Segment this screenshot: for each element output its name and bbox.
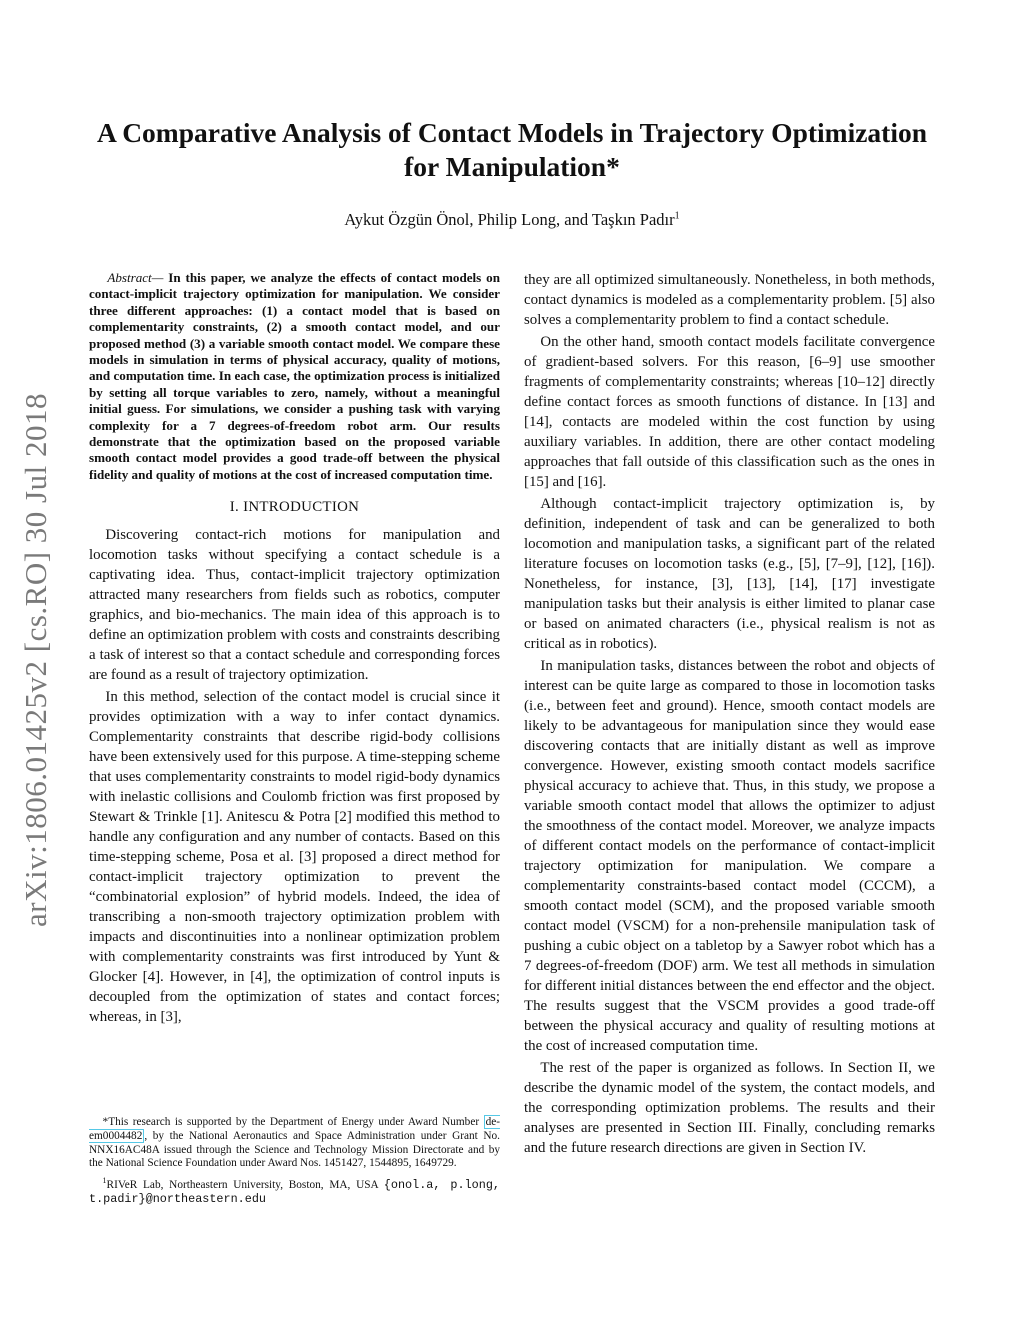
intro-paragraph: In manipulation tasks, distances between the robot and objects of interest can be quite large as compared to those in locomotion tasks (i.e., between feet and ground). Hence, smooth contact models are likely to be advantageous for manipulation since they would ease discovering contacts that are initially distant as well as improve convergence. However, existing smooth contact models sacrifice physical accuracy to achieve that. Thus, in this study, we propose a variable smooth contact model that allows the optimizer to adjust the smoothness of the contact model. Moreover, we analyze impacts of different contact models on the performance of contact-implicit trajectory optimization for manipulation. We compare a complementarity constraints-based contact model (CCCM), a smooth contact model (SCM), and the proposed variable smooth contact model (VSCM) for a non-prehensile manipulation task of pushing a cubic object on a tabletop by a Sawyer robot which has a 7 degrees-of-freedom (DOF) arm. We test all methods in simulation for different initial distances between the end effector and the object. The results suggest that the VSCM provides a good trade-off between the physical accuracy and quality of resulting motions at the cost of increased computation time. xyxy=(524,658,935,1054)
intro-paragraph: The rest of the paper is organized as follows. In Section II, we describe the dynamic model of the system, the contact models, and the corresponding optimization problems. The results and their analyses are presented in Section III. Finally, concluding remarks and the future research directions are given in Section IV. xyxy=(524,1060,935,1156)
left-column xyxy=(89,270,500,1029)
abstract-lead: Abstract— xyxy=(107,270,164,285)
footnote-funding-before: *This research is supported by the Department of Energy under Award Number xyxy=(102,1116,484,1128)
intro-paragraph: Although contact-implicit trajectory optimization is, by definition, independent of task and can be generalized to both locomotion and manipulation tasks, a significant part of the related literature focuses on locomotion tasks (e.g., [5], [7–9], [12], [16]). Nonetheless, for instance, [3], [13], [14], [17] investigate manipulation tasks but their analysis is either limited to planar case or based on animated characters (i.e., physical realism is not as critical as in robotics). xyxy=(524,496,935,652)
arxiv-stamp xyxy=(14,360,58,960)
author-list xyxy=(60,210,964,230)
abstract xyxy=(89,270,500,483)
right-column xyxy=(524,270,935,1160)
footnote-affiliation-mark: 1 xyxy=(102,1176,107,1186)
authors-affiliation-mark: 1 xyxy=(674,210,680,222)
arxiv-stamp-text: arXiv:1806.01425v2 [cs.RO] 30 Jul 2018 xyxy=(18,393,53,927)
footnote-funding xyxy=(89,1116,500,1171)
grant-number-link[interactable]: de-em0004482 xyxy=(89,1116,500,1142)
footnote-funding-after: , by the National Aeronautics and Space Administration under Grant No. NNX16AC48A issued through the Science and Technology Mission Directorate and by the National Science Foundation under Award Nos. 1451427, 1544895, 1649729. xyxy=(89,1129,500,1170)
title-line-1: A Comparative Analysis of Contact Models in Trajectory Optimization xyxy=(96,117,928,148)
intro-paragraph: In this method, selection of the contact model is crucial since it provides optimization with a way to infer contact dynamics. Complementarity constraints that describe rigid-body collisions have been extensively used for this purpose. A time-stepping scheme that uses complementarity constraints to model rigid-body dynamics with inelastic collisions and Coulomb friction was first proposed by Stewart & Trinkle [1]. Anitescu & Potra [2] modified this method to handle any configuration and any number of contacts. Based on this time-stepping scheme, Posa et al. [3] proposed a direct method for contact-implicit trajectory optimization to prevent the “combinatorial explosion” of hybrid models. Indeed, the idea of transcribing a non-smooth trajectory optimization problem with impacts and discontinuities into a nonlinear optimization problem with complementarity constraints was first introduced by Yunt & Glocker [4]. However, in [4], the optimization of control inputs is decoupled from the optimization of states and contact forces; whereas, in [3], xyxy=(89,689,500,1026)
intro-paragraph: Discovering contact-rich motions for manipulation and locomotion tasks without specifying a contact schedule is a captivating idea. Thus, contact-implicit trajectory optimization attracted many researchers from fields such as robotics, computer graphics, and bio-mechanics. The main idea of this approach is to define an optimization problem with costs and constraints describing a task of interest so that a contact schedule and corresponding forces are found as a result of trajectory optimization. xyxy=(89,527,500,684)
paper-title xyxy=(60,116,964,184)
authors-text: Aykut Özgün Önol, Philip Long, and Taşkın Padır xyxy=(344,210,675,229)
footnote-affiliation xyxy=(89,1174,500,1206)
footnote-affiliation-text: RIVeR Lab, Northeastern University, Boston, MA, USA xyxy=(106,1178,384,1191)
section-heading-introduction: I. INTRODUCTION xyxy=(229,499,360,516)
author-emails: {onol.a, p.long, t.padir}@northeastern.edu xyxy=(89,1177,500,1206)
title-line-2: for Manipulation* xyxy=(404,151,620,182)
abstract-body: In this paper, we analyze the effects of contact models on contact-implicit trajectory optimization for manipulation. We consider three different approaches: (1) a contact model that is based on complementarity constraints, (2) a smooth contact model, and our proposed method (3) a variable smooth contact model. We compare these models in simulation in terms of physical accuracy, quality of motions, and computation time. In each case, the optimization process is initialized by setting all torque variables to zero, namely, without a meaningful initial guess. For simulations, we consider a pushing task with varying complexity for a 7 degrees-of-freedom robot arm. Our results demonstrate that the optimization based on the proposed variable smooth contact model provides a good trade-off between the physical fidelity and quality of motions at the cost of increased computation time. xyxy=(89,270,500,482)
intro-paragraph: On the other hand, smooth contact models facilitate convergence of gradient-based solvers. For this reason, [6–9] use smoother fragments of complementarity constraints; whereas [10–12] directly define contact forces as smooth functions of distance. In [13] and [14], contacts are modeled within the cost function by using auxiliary variables. In addition, there are other contact modeling approaches that fall outside of this classification such as the ones in [15] and [16]. xyxy=(524,334,935,490)
intro-paragraph: they are all optimized simultaneously. Nonetheless, in both methods, contact dynamics is modeled as a complementarity problem. [5] also solves a complementarity problem to find a contact schedule. xyxy=(524,272,935,328)
footnotes xyxy=(89,1116,500,1210)
